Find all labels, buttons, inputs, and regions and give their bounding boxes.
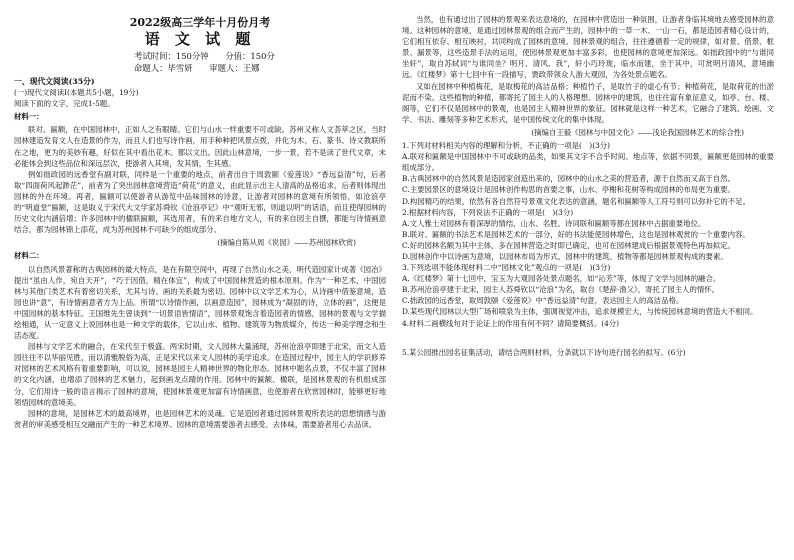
subject-title: 语 文 试 题 xyxy=(144,30,256,48)
question-option: C.主要园景区的意境设计是园林创作构思的首要之事，山水、亭榭和花树等构成园林的布局更为重要。 xyxy=(402,185,735,195)
exam-meta-row-2 xyxy=(14,62,386,74)
material3-paragraph: 又如在园林中种植梅花，是取梅花的高洁品格；种植竹子，是取竹子的虚心有节；种植荷花，是取荷花的出淤泥而不染。这些植物的种植，都寄托了园主人的人格理想。园林中的建筑，也往往富有象征意义，如亭、台、楼、阁等，它们不仅是园林中的景观，也是园主人精神世界的象征。园林就是这样一种艺术，它融合了建筑、绘画、文学、书法、雕刻等多种艺术形式，是中国传统文化的集中体现。 xyxy=(402,81,774,124)
reviewer-label: 审题人：王娜 xyxy=(209,63,260,73)
left-column xyxy=(14,14,386,430)
question-option: C.拙政园的远香堂，取周敦颐《爱莲说》中“香远益清”句意，表达园主人的高洁品格。 xyxy=(402,296,684,306)
question-stem: 5.某公园推出园名征集活动，请结合两则材料，分条就以下诗句进行园名的拟写。(6分) xyxy=(402,347,686,357)
material1-paragraph: 例如拙政园的远香堂有副对联，同样是一个重要的地点，前者出自于周敦颐《爱莲说》“香远益清”句，后者取“四面荷风起渺茫”，前者为了突出园林意境营造“荷花”的意义，由此显示出主人清高的品格追求，后者则体现出园林的外在环境。再者，匾额可以使游者从游览中品味园林的诗意，让游者对园林的意境有所领悟，如沧浪亭的“明道堂”匾额，这是取义于宋代大文学家苏舜钦《沧浪亭记》中“观听无邪，则道以明”的话语，而且使得园林的历史文化内涵倍增；许多园林中的楹联匾额，其选用者，有的来自地方文人，有的来自园主自撰，都能与诗情画意结合，都为园林锦上添花，成为苏州园林不可缺少的组成部分。 xyxy=(14,169,386,235)
section-instruction: 阅读下面的文字，完成1-5题。 xyxy=(14,99,115,109)
setter-label: 命题人：毕雪妍 xyxy=(134,63,193,73)
material1-label: 材料一： xyxy=(14,112,44,122)
question-stem: 1.下列对材料相关内容的理解和分析，不正确的一项是( )(3分) xyxy=(402,141,611,151)
question-option: C.好的园林名额为其中主体，多在园林营造之时即已确定，也可在园林建成后根据景观特色再加拟定。 xyxy=(402,240,735,250)
question-option: B.古典园林中的自然风景是造园家创造出来的，园林中的山水之美的营造者，源于自然而又高于自然。 xyxy=(402,174,735,184)
section-sub-heading: (一)现代文阅读Ⅰ(本题共5小题，19分) xyxy=(14,88,139,98)
material1-source: (摘编自陈从周《说园》——苏州园林欣赏) xyxy=(217,238,356,248)
question-option: B.联对、匾额的书法艺术是园林艺术的一部分，好的书法能使园林增色，这也是园林观赏的一个重要内容。 xyxy=(402,229,750,239)
question-option: B.苏州沧浪亭建于北宋，园主人苏舜钦以“沧浪”为名，取自《楚辞·渔父》，寄托了园主人的情怀。 xyxy=(402,285,720,295)
material3-paragraph: 当然，也有通过出了园林的景观来表达意境的，在园林中营造出一种氛围，让游者身临其境地去感受园林的意境。这种园林的意境，是通过园林景观的组合而产生的，园林中的一草一木、一山一石，都是造园者精心设计的，它们相互依存、相互映衬，共同构成了园林的意境。园林景观的组合，往往遵循着一定的规律，如对景、借景、框景、漏景等，这些造景手法的运用，使园林景观更加丰富多彩，也使园林的意境更加深远。如拙政园中的“与谁同坐轩”，取自苏轼词“与谁同坐？明月、清风、我”，轩小巧玲珑，临水而建，坐于其中，可赏明月清风，意境幽远。《红楼梦》第十七回中有一段描写，贾政带领众人游大观园，为各处景点题名。 xyxy=(402,15,774,80)
question-option: D.园林创作中以诗画为意境，以园林布局为形式，园林中的建筑、植物等都是园林景观构成的要素。 xyxy=(402,251,728,261)
right-column xyxy=(402,14,774,358)
question-option: D.构园精巧的结果，依然有各自然符号景观文化表达的意涵，题名和匾额等人工符号则可以弥补它的不足。 xyxy=(402,196,750,206)
question-option: A.文人雅士对园林有着深厚的情结，山水、名胜、诗词联和匾额等都在园林中占据重要地位。 xyxy=(402,218,706,228)
question-list xyxy=(402,140,774,358)
question-option: A.联对和匾额是中国园林中不可或缺的品类，如果其文字不合乎时间、地点等，依据不同景，匾额更是园林的重要组成部分。 xyxy=(402,152,774,173)
question-option: A.《红楼梦》第十七回中，宝玉为大观园各处景点题名，如“沁芳”等，体现了文学与园林的融合。 xyxy=(402,274,721,284)
question-option: D.某些现代园林以大型广场和喷泉为主体，强调视觉冲击，追求规模宏大，与传统园林意境的营造大不相同。 xyxy=(402,307,758,317)
question-stem: 2.根据材料内容，下列说法不正确的一项是( )(3分) xyxy=(402,207,574,217)
time-label: 考试时间：150分钟 xyxy=(134,51,209,61)
exam-title: 2022级高三学年十月份月考 xyxy=(129,16,271,29)
material3-source: (摘编自王毅《园林与中国文化》——浅论我国园林艺术的综合性) xyxy=(531,127,744,137)
material2-paragraph: 以自然风景著称的古典园林的最大特点，是在有限空间中，再现了自然山水之美，明代造园家计成著《园冶》提出“虽由人作，宛自天开”，“巧于因借，精在体宜”，构成了中国园林营造的根本原则。作为“一种艺术，中国园林与其他门类艺术有着密切关系，尤其与诗、画的关系最为密切。园林中以文学艺术为心，从诗画中借鉴意境，造园也讲“意”，有诗情画意者方为上品。所谓“以诗情作画，以画意造园”，园林成为“凝固的诗，立体的画”，这便是中国园林的基本特征。王国维先生曾谈到“一切景语皆情语”，园林景观饱含着造园者的情感，园林的景观与文学描绘相通，从一定意义上说园林也是一种文学的载体，它以山水、植物、建筑等为物质媒介，传达一种美学理念和生活态度。 xyxy=(14,264,386,341)
section-heading: 一、现代文阅读(35分) xyxy=(14,77,95,86)
question-5 xyxy=(402,347,774,358)
question-1 xyxy=(402,140,774,207)
material2-paragraph: 园林的意境，是园林艺术的最高境界，也是园林艺术的灵魂。它是造园者通过园林景观所表达的思想情感与游赏者的审美感受相互交融而产生的一种艺术境界。园林的意境需要游者去感受、去体味，需要游者用心去品读。 xyxy=(14,408,386,429)
question-4 xyxy=(402,318,774,329)
question-2 xyxy=(402,207,774,262)
material1-paragraph: 联对、匾额，在中国园林中，正如人之有眼睛。它们与山水一样重要不可或缺。苏州又称人文荟萃之区，当时园林建造发育文人在造景的作为，而且人们也写诗作画，用手种种把风景点拨，并化为木、石、篆书、诗文教联所在之地，更为的美妙有趣，好似在其中看出花木。都以文出。因此山林意境，一步一景，若不是读了世代文章，未必能体会到这些品位和深远层次，使游者入其境，发其情，生其感。 xyxy=(14,125,386,168)
question-3 xyxy=(402,262,774,317)
question-stem: 4.材料二画横线句对于论证上的作用有何不同？请简要概括。(4分) xyxy=(402,318,620,328)
score-label: 分值：150分 xyxy=(225,51,275,61)
material2-label: 材料二： xyxy=(14,251,44,261)
question-stem: 3.下列选项不能体现材料二中“园林文化”观点的一项是( )(3分) xyxy=(402,263,611,273)
exam-meta-row-1 xyxy=(14,50,386,62)
material2-paragraph: 园林与文学艺术的融合，在宋代至于极盛。两宋时期，文人园林大量涌现，苏州沧浪亭即建于北宋，而文人造园往往不以华丽见胜，而以清雅脱俗为高，正是宋代以来文人园林的美学追求。在造园过程中，园主人的学识修养对园林的艺术风格有着重要影响，可以说，园林是园主人精神世界的物化形态。园林中题名点景，不仅丰富了园林的文化内涵，也增添了园林的艺术魅力，起到画龙点睛的作用。园林中的匾额、楹联，是园林景观的有机组成部分，它们用诗一般的语言揭示了园林的意境，使园林景观更加富有诗情画意，也使游者在欣赏园林时，能够更好地领悟园林的意境美。 xyxy=(14,342,386,407)
